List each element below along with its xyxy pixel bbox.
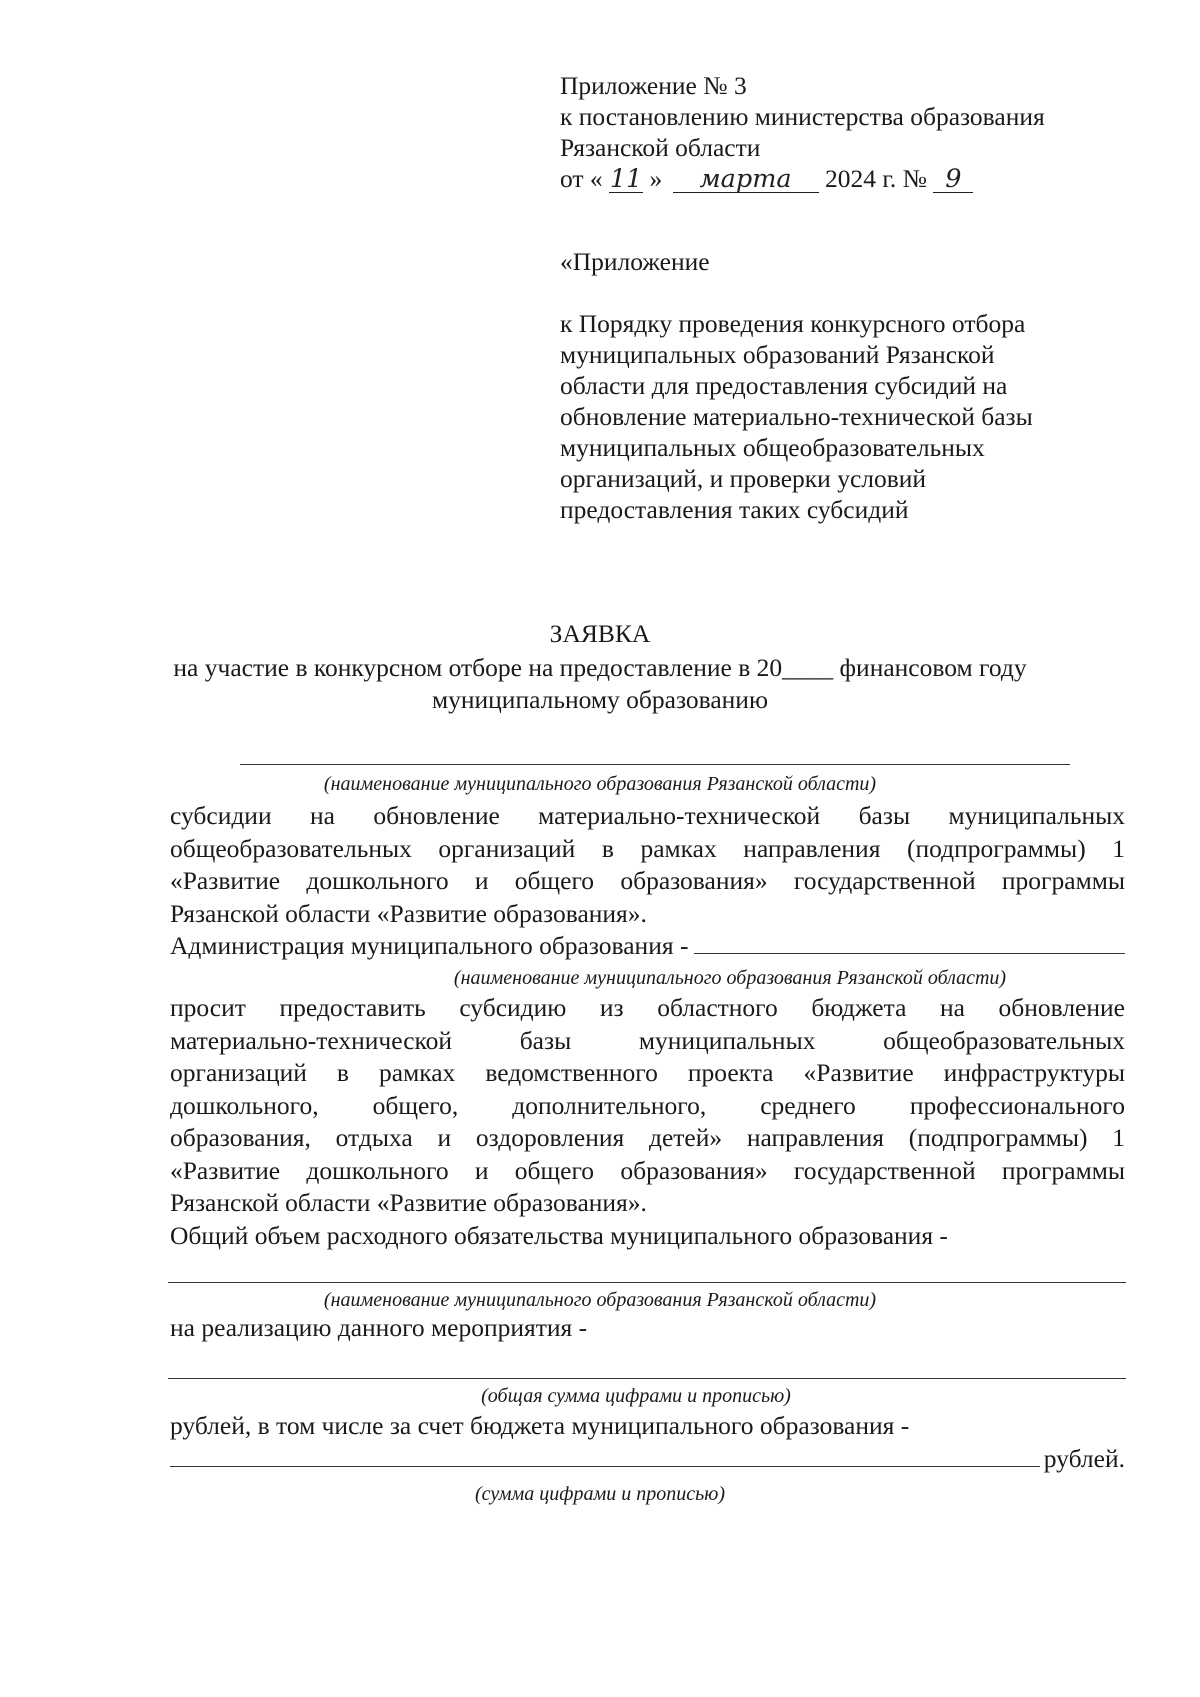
text-line: материально-технической базы муниципальных общеобразовательных xyxy=(170,1025,1125,1055)
total-blank-line xyxy=(168,1282,1126,1283)
date-month: марта xyxy=(673,166,819,193)
appendix-line: к Порядку проведения конкурсного отбора xyxy=(560,309,1026,338)
document-number: 9 xyxy=(933,166,973,193)
paragraph-subsidy xyxy=(170,800,1125,963)
rubles-end: рублей. xyxy=(1043,1443,1125,1473)
appendix-block xyxy=(560,246,1120,525)
text-line: дошкольного, общего, дополнительного, среднего профессионального xyxy=(170,1090,1125,1120)
total-sum-blank-line xyxy=(168,1378,1126,1379)
total-municipality-caption: (наименование муниципального образования Рязанской области) xyxy=(323,1289,877,1311)
text-line: Рязанской области «Развитие образования». xyxy=(170,1188,647,1217)
municipality-caption: (наименование муниципального образования Рязанской области) xyxy=(323,773,877,795)
sum-caption: (сумма цифрами и прописью) xyxy=(474,1483,725,1505)
appendix-number: Приложение № 3 xyxy=(560,71,747,100)
administration-blank-line xyxy=(694,933,1125,954)
appendix-line: организаций, и проверки условий xyxy=(560,464,927,493)
date-day: 11 xyxy=(609,164,643,194)
application-subtitle: на участие в конкурсном отборе на предоставление в 20____ финансовом году xyxy=(173,653,1027,682)
total-obligation-label: Общий объем расходного обязательства муниципального образования - xyxy=(170,1220,948,1250)
appendix-line: муниципальных общеобразовательных xyxy=(560,433,985,462)
rubles-block xyxy=(170,1410,1125,1475)
date-year: 2024 г. № xyxy=(824,164,927,193)
appendix-title: «Приложение xyxy=(560,247,710,276)
implementation-block xyxy=(170,1312,1125,1345)
region-name: Рязанской области xyxy=(560,133,761,162)
text-line: «Развитие дошкольного и общего образования» государственной программы xyxy=(170,1155,1125,1185)
sum-row xyxy=(170,1443,1125,1476)
date-mid: » xyxy=(649,164,663,193)
text-line: «Развитие дошкольного и общего образования» государственной программы xyxy=(170,866,1125,895)
date-line xyxy=(560,163,1120,194)
municipality-blank-line xyxy=(240,764,1070,765)
application-title: ЗАЯВКА xyxy=(549,619,651,648)
administration-row xyxy=(170,930,1125,963)
text-line: организаций в рамках ведомственного проекта «Развитие инфраструктуры xyxy=(170,1058,1125,1087)
administration-caption: (наименование муниципального образования Рязанской области) xyxy=(453,967,1007,989)
sum-blank-line xyxy=(170,1446,1040,1467)
rubles-label: рублей, в том числе за счет бюджета муниципального образования - xyxy=(170,1411,910,1440)
appendix-line: муниципальных образований Рязанской xyxy=(560,340,995,369)
text-line: Рязанской области «Развитие образования». xyxy=(170,898,647,928)
administration-label: Администрация муниципального образования - xyxy=(170,931,689,960)
appendix-line: обновление материально-технической базы xyxy=(560,402,1033,431)
appendix-line: области для предоставления субсидий на xyxy=(560,371,1008,400)
text-line: образования, отдыха и оздоровления детей» направления (подпрограммы) 1 xyxy=(170,1123,1125,1152)
text-line: просит предоставить субсидию из областного бюджета на обновление xyxy=(170,993,1125,1022)
paragraph-request xyxy=(170,992,1125,1252)
text-line: общеобразовательных организаций в рамках направления (подпрограммы) 1 xyxy=(170,833,1125,863)
date-prefix: от « xyxy=(560,164,603,193)
header-block xyxy=(560,70,1120,194)
application-subtitle-2: муниципальному образованию xyxy=(431,685,769,714)
appendix-line: предоставления таких субсидий xyxy=(560,495,909,524)
total-sum-caption: (общая сумма цифрами и прописью) xyxy=(481,1385,791,1407)
text-line: субсидии на обновление материально-технической базы муниципальных xyxy=(170,801,1125,830)
resolution-ref: к постановлению министерства образования xyxy=(560,102,1045,131)
implementation-label: на реализацию данного мероприятия - xyxy=(170,1313,588,1342)
